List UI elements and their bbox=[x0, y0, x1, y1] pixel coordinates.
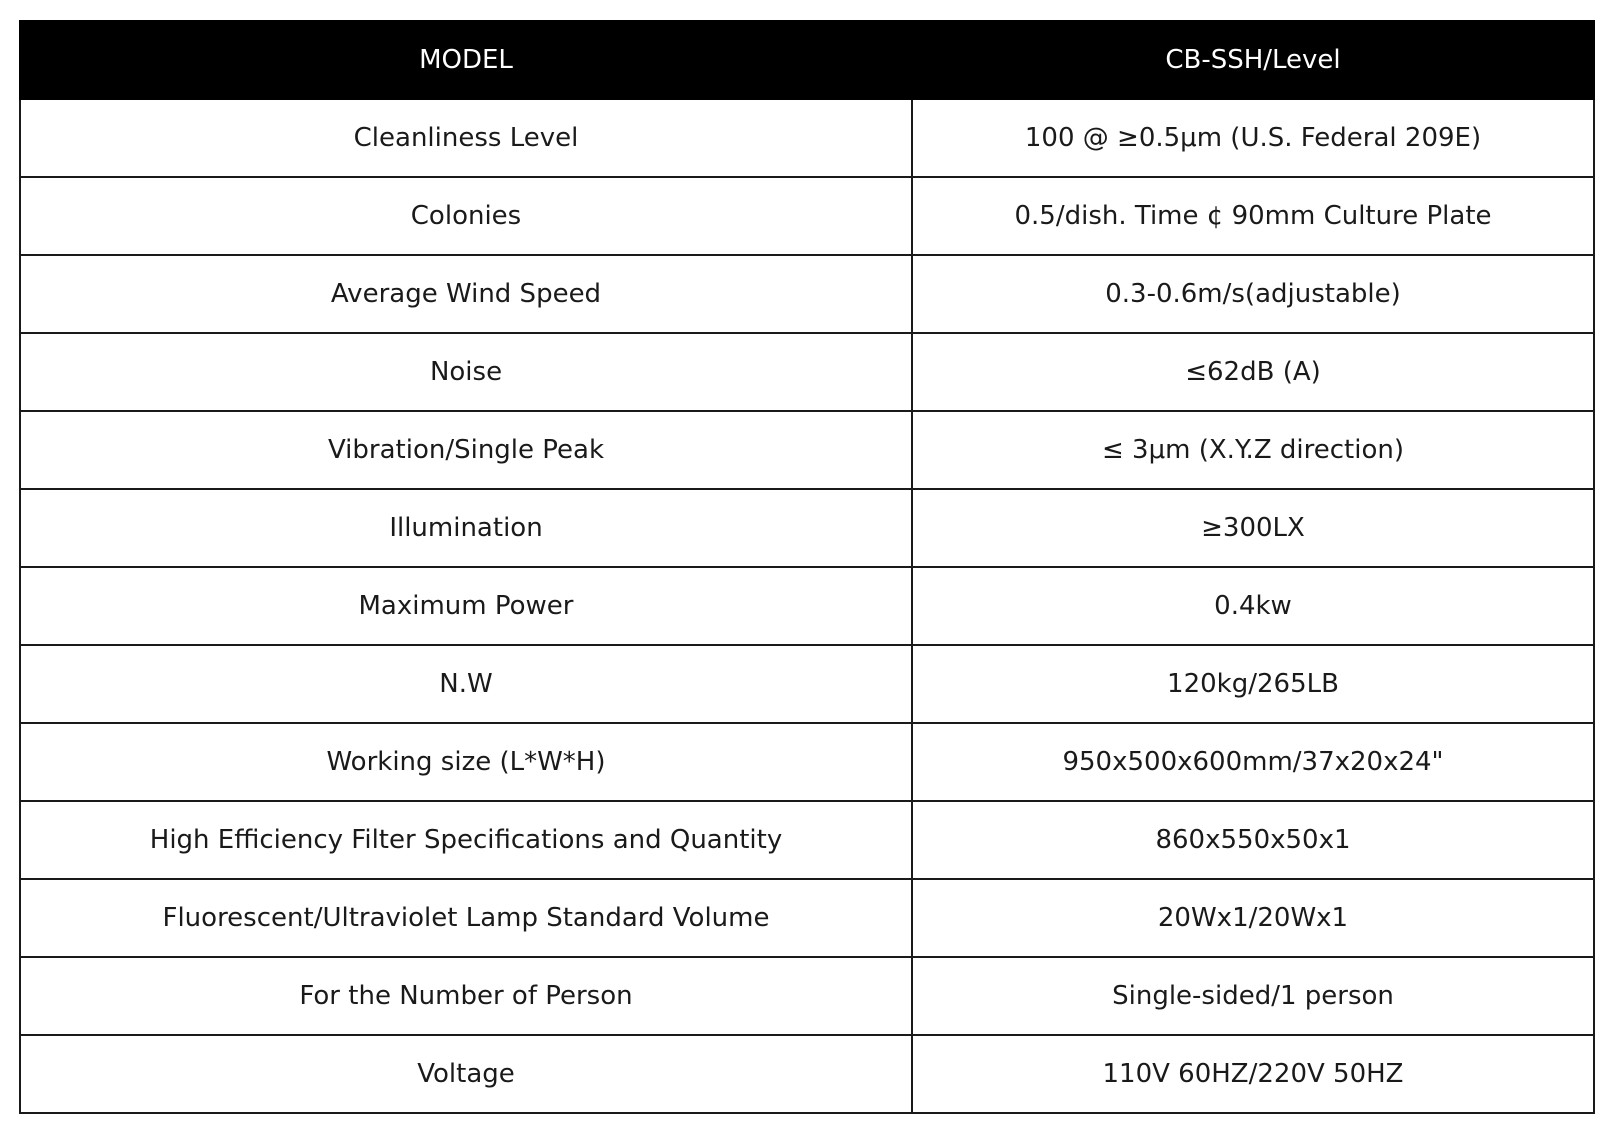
row-label: Maximum Power bbox=[20, 567, 912, 645]
table-row bbox=[20, 255, 1594, 333]
row-value: 120kg/265LB bbox=[912, 645, 1594, 723]
row-value: 860x550x50x1 bbox=[912, 801, 1594, 879]
table-row bbox=[20, 723, 1594, 801]
table-row bbox=[20, 957, 1594, 1035]
row-value: ≤62dB (A) bbox=[912, 333, 1594, 411]
row-value: 950x500x600mm/37x20x24" bbox=[912, 723, 1594, 801]
row-label: Vibration/Single Peak bbox=[20, 411, 912, 489]
header-row bbox=[20, 21, 1594, 99]
row-label: Fluorescent/Ultraviolet Lamp Standard Volume bbox=[20, 879, 912, 957]
table-row bbox=[20, 177, 1594, 255]
table-header bbox=[20, 21, 1594, 99]
row-label: Colonies bbox=[20, 177, 912, 255]
table-row bbox=[20, 645, 1594, 723]
row-value: 20Wx1/20Wx1 bbox=[912, 879, 1594, 957]
row-label: N.W bbox=[20, 645, 912, 723]
table-row bbox=[20, 567, 1594, 645]
row-value: ≤ 3μm (X.Y.Z direction) bbox=[912, 411, 1594, 489]
row-label: Average Wind Speed bbox=[20, 255, 912, 333]
row-label: Noise bbox=[20, 333, 912, 411]
row-label: Cleanliness Level bbox=[20, 99, 912, 177]
row-value: 0.3-0.6m/s(adjustable) bbox=[912, 255, 1594, 333]
row-value: 110V 60HZ/220V 50HZ bbox=[912, 1035, 1594, 1113]
header-model-name: CB-SSH/Level bbox=[912, 21, 1594, 99]
spec-table bbox=[19, 20, 1595, 1114]
row-value: Single-sided/1 person bbox=[912, 957, 1594, 1035]
table-row bbox=[20, 879, 1594, 957]
row-label: Working size (L*W*H) bbox=[20, 723, 912, 801]
table-row bbox=[20, 801, 1594, 879]
table-row bbox=[20, 489, 1594, 567]
table-row bbox=[20, 1035, 1594, 1113]
table-row bbox=[20, 333, 1594, 411]
row-value: ≥300LX bbox=[912, 489, 1594, 567]
header-model: MODEL bbox=[20, 21, 912, 99]
row-label: For the Number of Person bbox=[20, 957, 912, 1035]
row-label: High Efficiency Filter Specifications and Quantity bbox=[20, 801, 912, 879]
table-row bbox=[20, 411, 1594, 489]
table-row bbox=[20, 99, 1594, 177]
row-value: 0.5/dish. Time ¢ 90mm Culture Plate bbox=[912, 177, 1594, 255]
row-label: Voltage bbox=[20, 1035, 912, 1113]
row-value: 100 @ ≥0.5μm (U.S. Federal 209E) bbox=[912, 99, 1594, 177]
table-body bbox=[20, 99, 1594, 1113]
row-value: 0.4kw bbox=[912, 567, 1594, 645]
row-label: Illumination bbox=[20, 489, 912, 567]
